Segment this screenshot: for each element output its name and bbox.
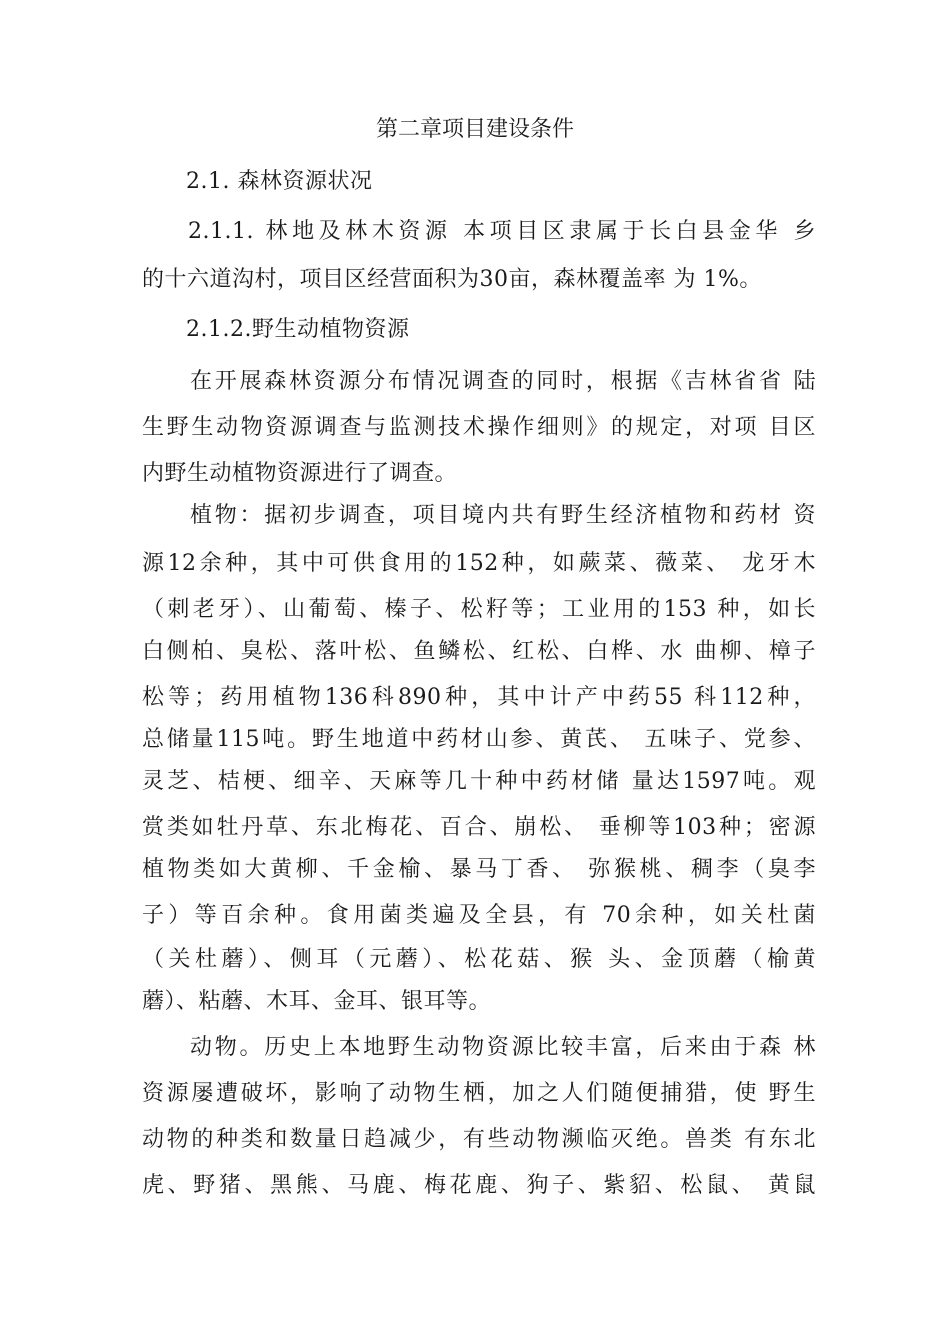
section-heading-2-1: 2.1. 森林资源状况 <box>186 169 373 194</box>
paragraph-line: 动物的种类和数量日趋减少，有些动物濒临灭绝。兽类 有东北 <box>142 1127 816 1152</box>
paragraph-line: 植物：据初步调查，项目境内共有野生经济植物和药材 资 <box>190 503 816 528</box>
section-heading-2-1-2: 2.1.2.野生动植物资源 <box>186 317 410 342</box>
paragraph-line: 白侧柏、臭松、落叶松、鱼鳞松、红松、白桦、水 曲柳、樟子 <box>142 639 816 664</box>
paragraph-line: 的十六道沟村，项目区经营面积为30亩，森林覆盖率 为 1%。 <box>142 267 762 292</box>
paragraph-line: 虎、野猪、黑熊、马鹿、梅花鹿、狗子、紫貂、松鼠、 黄鼠 <box>142 1173 816 1198</box>
paragraph-line: （刺老牙）、山葡萄、榛子、松籽等；工业用的153 种，如长 <box>142 597 816 622</box>
paragraph-line: 在开展森林资源分布情况调查的同时，根据《吉林省省 陆 <box>190 369 816 394</box>
paragraph-line: 2.1.1. 林地及林木资源 本项目区隶属于长白县金华 乡 <box>188 219 816 244</box>
paragraph-line: 总储量115吨。野生地道中药材山参、黄芪、 五味子、党参、 <box>142 727 816 752</box>
paragraph-line: 蘑）、粘蘑、木耳、金耳、银耳等。 <box>142 989 492 1014</box>
paragraph-line: 动物。历史上本地野生动物资源比较丰富，后来由于森 林 <box>190 1035 816 1060</box>
paragraph-line: 源12余种，其中可供食用的152种，如蕨菜、薇菜、 龙牙木 <box>142 551 816 576</box>
paragraph-line: 赏类如牡丹草、东北梅花、百合、崩松、 垂柳等103种；密源 <box>142 815 816 840</box>
paragraph-line: 子）等百余种。食用菌类遍及全县，有 70余种，如关杜菌 <box>142 903 816 928</box>
chapter-title: 第二章项目建设条件 <box>375 117 574 142</box>
paragraph-line: 内野生动植物资源进行了调查。 <box>142 461 458 486</box>
paragraph-line: 资源屡遭破坏，影响了动物生栖，加之人们随便捕猎，使 野生 <box>142 1081 816 1106</box>
paragraph-line: 植物类如大黄柳、千金榆、暴马丁香、 弥猴桃、稠李（臭李 <box>142 857 816 882</box>
paragraph-line: （关杜蘑）、侧耳（元蘑）、松花菇、猴 头、金顶蘑（榆黄 <box>142 947 816 972</box>
paragraph-line: 松等；药用植物136科890种，其中计产中药55 科112种， <box>142 685 816 710</box>
paragraph-line: 生野生动物资源调查与监测技术操作细则》的规定，对项 目区 <box>142 415 816 440</box>
paragraph-line: 灵芝、桔梗、细辛、天麻等几十种中药材储 量达1597吨。观 <box>142 769 816 794</box>
